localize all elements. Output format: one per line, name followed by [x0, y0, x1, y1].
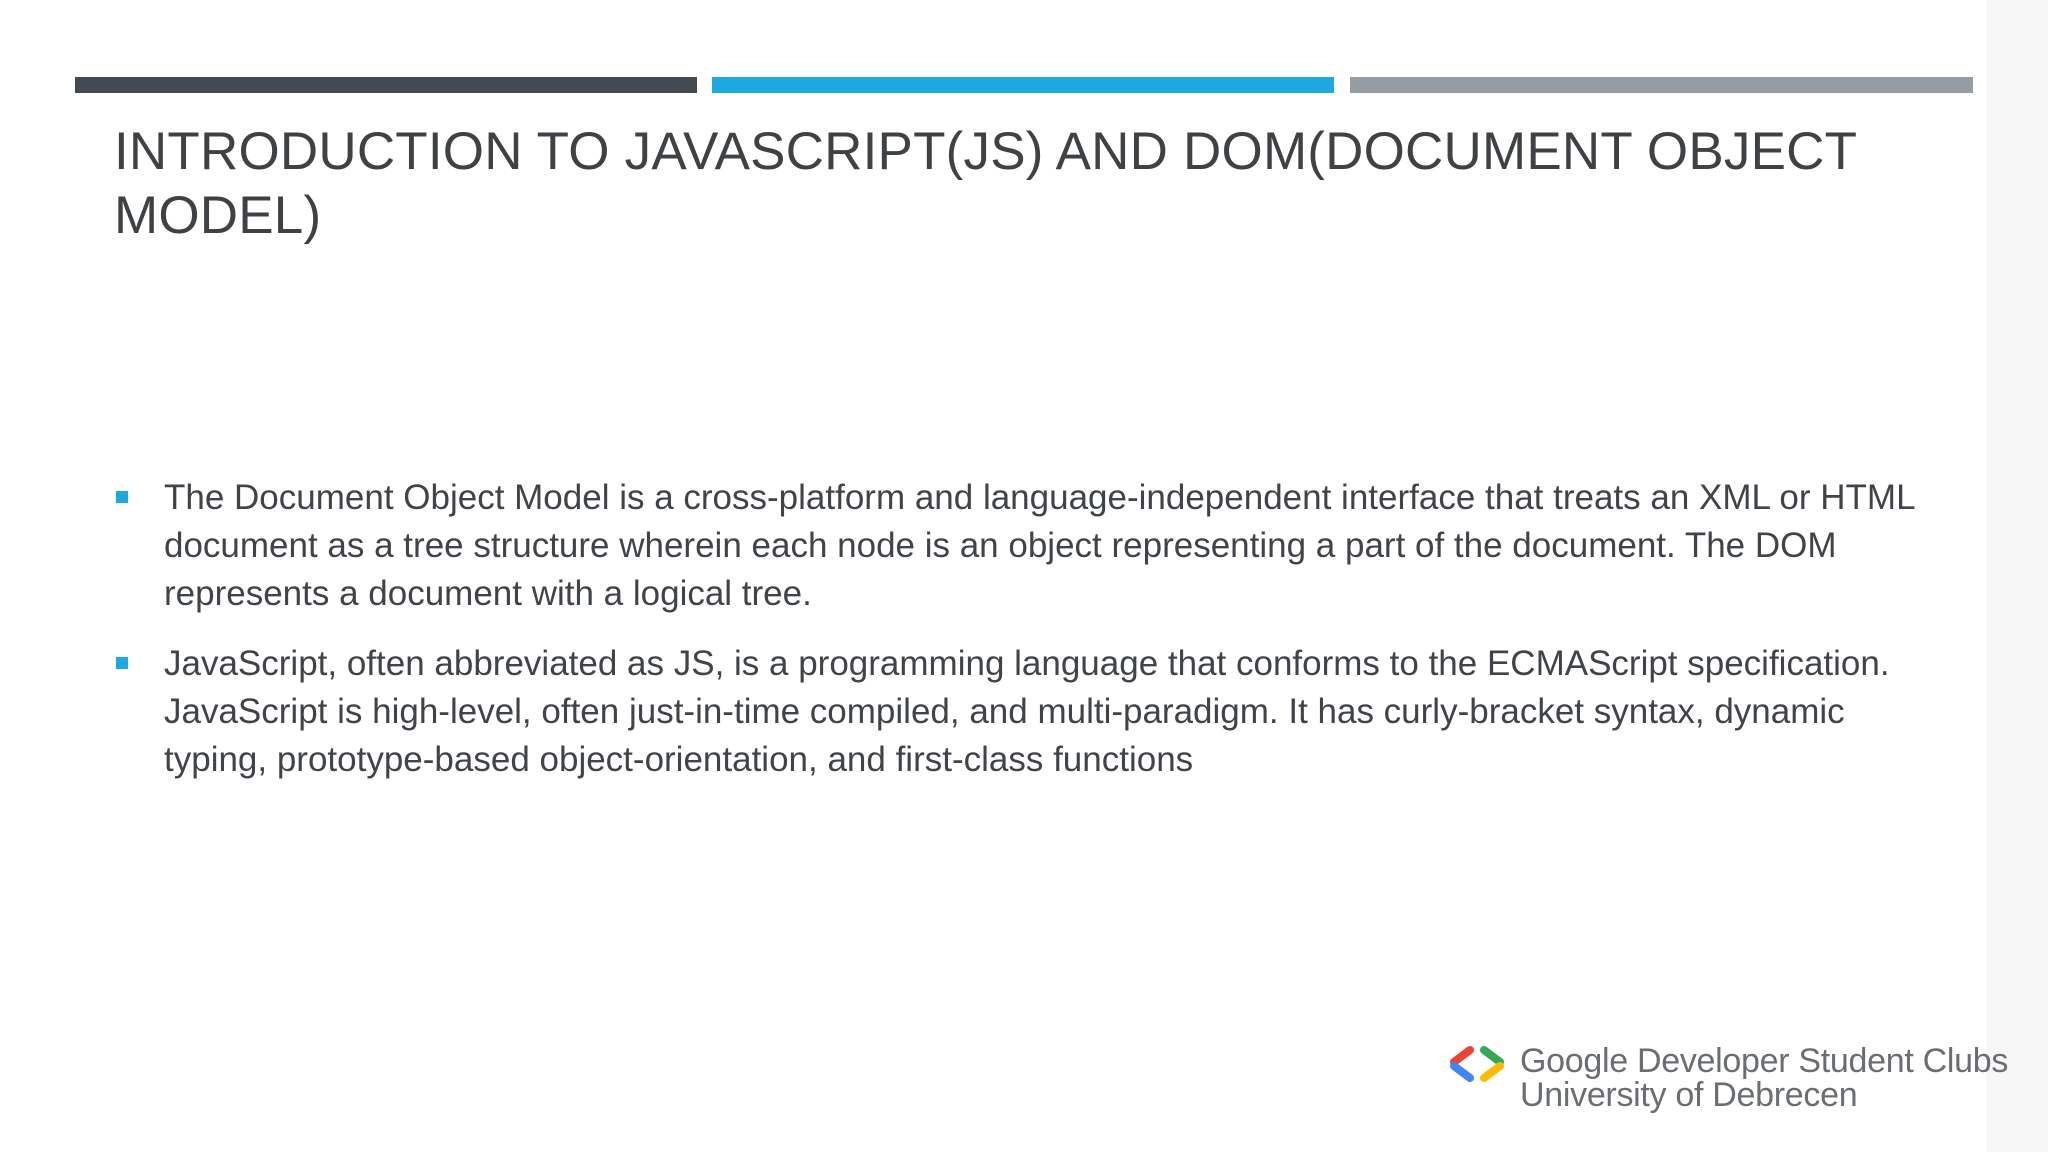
square-bullet-icon: [116, 491, 128, 503]
header-bar-blue: [712, 77, 1334, 93]
logo-title: Google Developer Student Clubs: [1520, 1042, 2009, 1080]
header-bar-gray: [1350, 77, 1973, 93]
square-bullet-icon: [116, 657, 128, 669]
slide-title: INTRODUCTION TO JAVASCRIPT(JS) AND DOM(DOCUMENT OBJECT MODEL): [114, 122, 1857, 245]
bullet-item-dom: [114, 474, 1944, 618]
bullet-text: The Document Object Model is a cross-platform and language-independent interface that treats an XML or HTML document as a tree structure wherein each node is an object representing a part of the document. The DOM represents a document with a logical tree.: [164, 478, 1915, 613]
bullet-list: [114, 474, 1944, 806]
bullet-item-javascript: [114, 640, 1944, 784]
logo-subtitle: University of Debrecen: [1520, 1076, 1858, 1114]
gdsc-logo: [1448, 1040, 2028, 1120]
bullet-text: JavaScript, often abbreviated as JS, is a programming language that conforms to the ECMAScript specification. JavaScript is high-level, often just-in-time compiled, and multi-paradigm. It has curly-bracket syntax, dynamic typing, prototype-based object-orientation, and first-class functions: [164, 644, 1890, 779]
header-color-bars: [75, 77, 1973, 93]
header-bar-dark: [75, 77, 697, 93]
gdsc-brackets-icon: [1448, 1044, 1508, 1084]
slide-right-edge: [1986, 0, 2048, 1152]
